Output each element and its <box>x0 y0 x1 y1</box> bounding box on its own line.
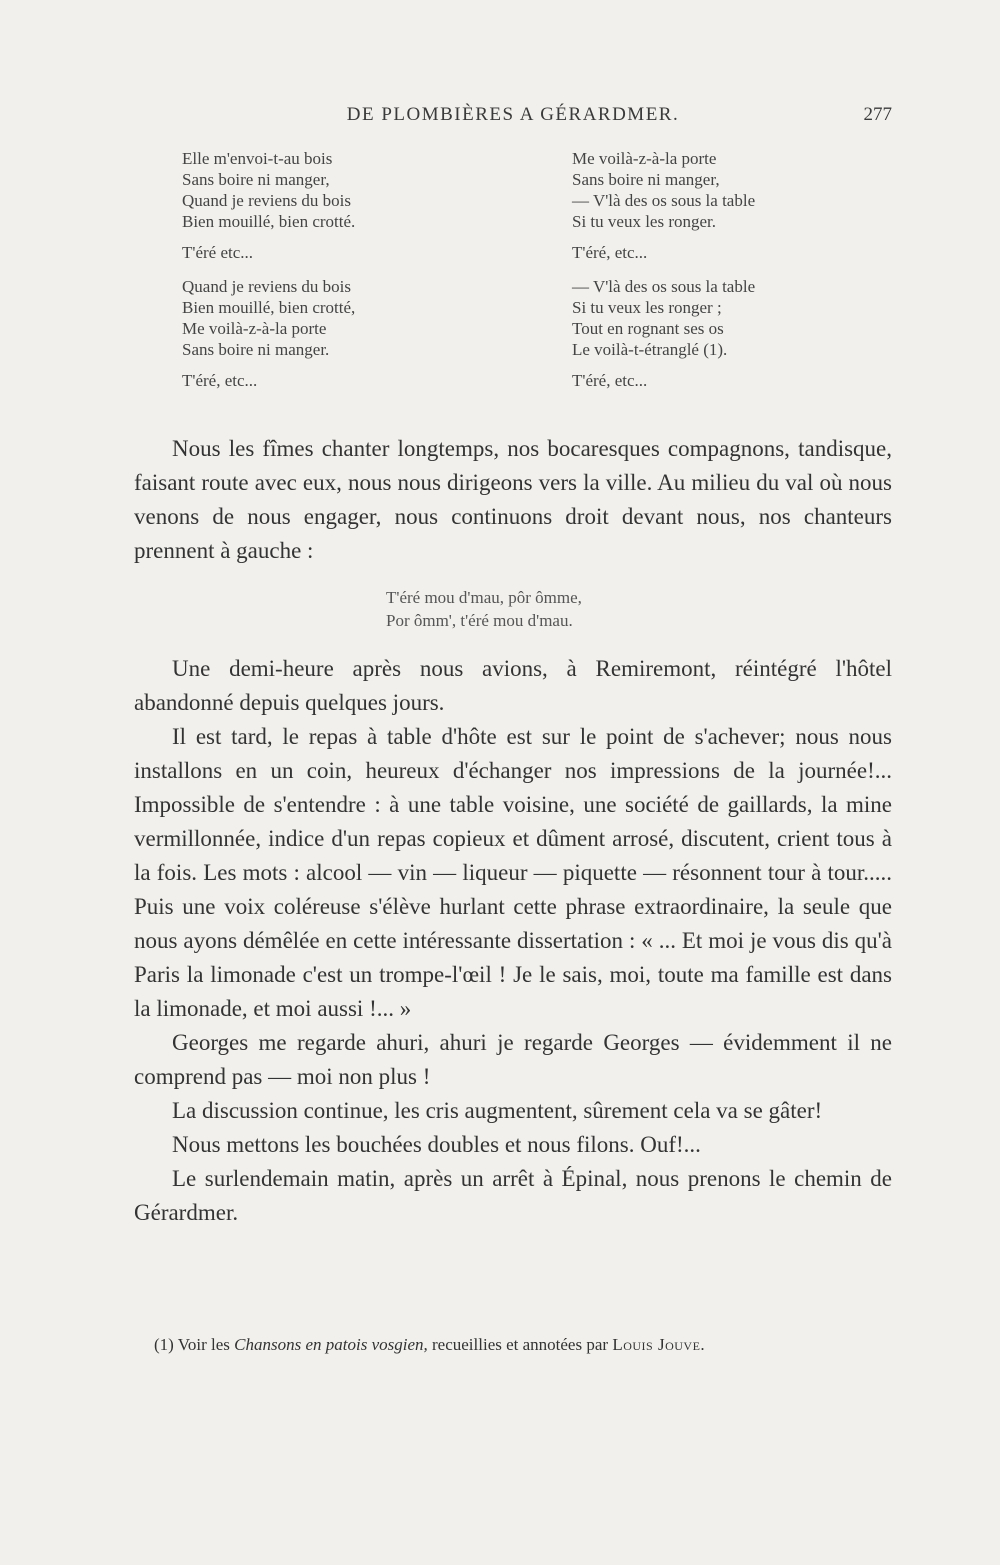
verse-line: Me voilà-z-à-la porte <box>572 149 717 168</box>
stanza <box>182 276 512 391</box>
song-column-left <box>182 148 512 404</box>
paragraph: La discussion continue, les cris augmentent, sûrement cela va se gâter! <box>172 1098 823 1123</box>
verse-line: Sans boire ni manger, <box>182 170 330 189</box>
refrain: T'éré etc... <box>182 243 254 262</box>
song-column-right <box>572 148 892 404</box>
verse-line: — V'là des os sous la table <box>572 277 756 296</box>
verse-line: — V'là des os sous la table <box>572 191 756 210</box>
verse-line: Si tu veux les ronger. <box>572 212 717 231</box>
verse-line: Elle m'envoi-t-au bois <box>182 149 333 168</box>
stanza <box>572 276 892 391</box>
verse-line: Si tu veux les ronger ; <box>572 298 722 317</box>
paragraph: Il est tard, le repas à table d'hôte est sur le point de s'achever; nous nous installons en un coin, heureux d'échanger nos impressions de la journée!... Impossible de s'entendre : à une table voisine, une société de gaillards, la mine vermillonnée, indice d'un repas copieux et dûment arrosé, discutent, crient tous à la fois. Les mots : alcool — vin — liqueur — piquette — résonnent tour à tour..... Puis une voix coléreuse s'élève hurlant cette phrase extraordinaire, la seule que nous ayons démêlée en cette intéressante dissertation : « ... Et moi je vous dis qu'à Paris la limonade c'est un trompe-l'œil ! Je le sais, moi, toute ma famille est dans la limonade, et moi aussi !... » <box>134 724 892 1021</box>
paragraph: Le surlendemain matin, après un arrêt à Épinal, nous prenons le chemin de Gérardmer. <box>134 1166 892 1225</box>
verse-line: Sans boire ni manger, <box>572 170 720 189</box>
body-text-bottom <box>134 652 892 1230</box>
verse-line: Bien mouillé, bien crotté, <box>182 298 356 317</box>
refrain: T'éré, etc... <box>572 371 648 390</box>
footnote-author: Louis Jouve. <box>612 1335 706 1354</box>
body-text-top <box>134 432 892 568</box>
stanza <box>182 148 512 263</box>
refrain: T'éré, etc... <box>572 243 648 262</box>
footnote-text: recueillies et annotées par <box>432 1335 609 1354</box>
paragraph: Nous mettons les bouchées doubles et nous filons. Ouf!... <box>172 1132 701 1157</box>
verse-line: Le voilà-t-étranglé (1). <box>572 340 728 359</box>
running-title: DE PLOMBIÈRES A GÉRARDMER. <box>346 104 680 125</box>
refrain: T'éré, etc... <box>182 371 258 390</box>
page-number: 277 <box>863 104 892 125</box>
footnote-book-title: Chansons en patois vosgien, <box>234 1335 428 1354</box>
footnote <box>154 1334 894 1356</box>
paragraph: Georges me regarde ahuri, ahuri je regarde Georges — évidemment il ne comprend pas — moi non plus ! <box>134 1030 892 1089</box>
verse-line: Bien mouillé, bien crotté. <box>182 212 356 231</box>
footnote-marker: (1) <box>154 1335 174 1354</box>
page-header <box>134 104 892 134</box>
quote-line: T'éré mou d'mau, pôr ômme, <box>386 588 582 607</box>
paragraph: Nous les fîmes chanter longtemps, nos bocaresques compagnons, tandisque, faisant route avec eux, nous nous dirigeons vers la ville. Au milieu du val où nous venons de nous engager, nous continuons droit devant nous, nos chanteurs prennent à gauche : <box>134 436 892 563</box>
verse-line: Sans boire ni manger. <box>182 340 330 359</box>
verse-line: Tout en rognant ses os <box>572 319 724 338</box>
quoted-refrain <box>386 586 582 632</box>
stanza <box>572 148 892 263</box>
paragraph: Une demi-heure après nous avions, à Remiremont, réintégré l'hôtel abandonné depuis quelques jours. <box>134 656 892 715</box>
verse-line: Quand je reviens du bois <box>182 277 352 296</box>
verse-line: Me voilà-z-à-la porte <box>182 319 327 338</box>
quote-line: Por ômm', t'éré mou d'mau. <box>386 611 573 630</box>
verse-line: Quand je reviens du bois <box>182 191 352 210</box>
footnote-text: Voir les <box>177 1335 230 1354</box>
